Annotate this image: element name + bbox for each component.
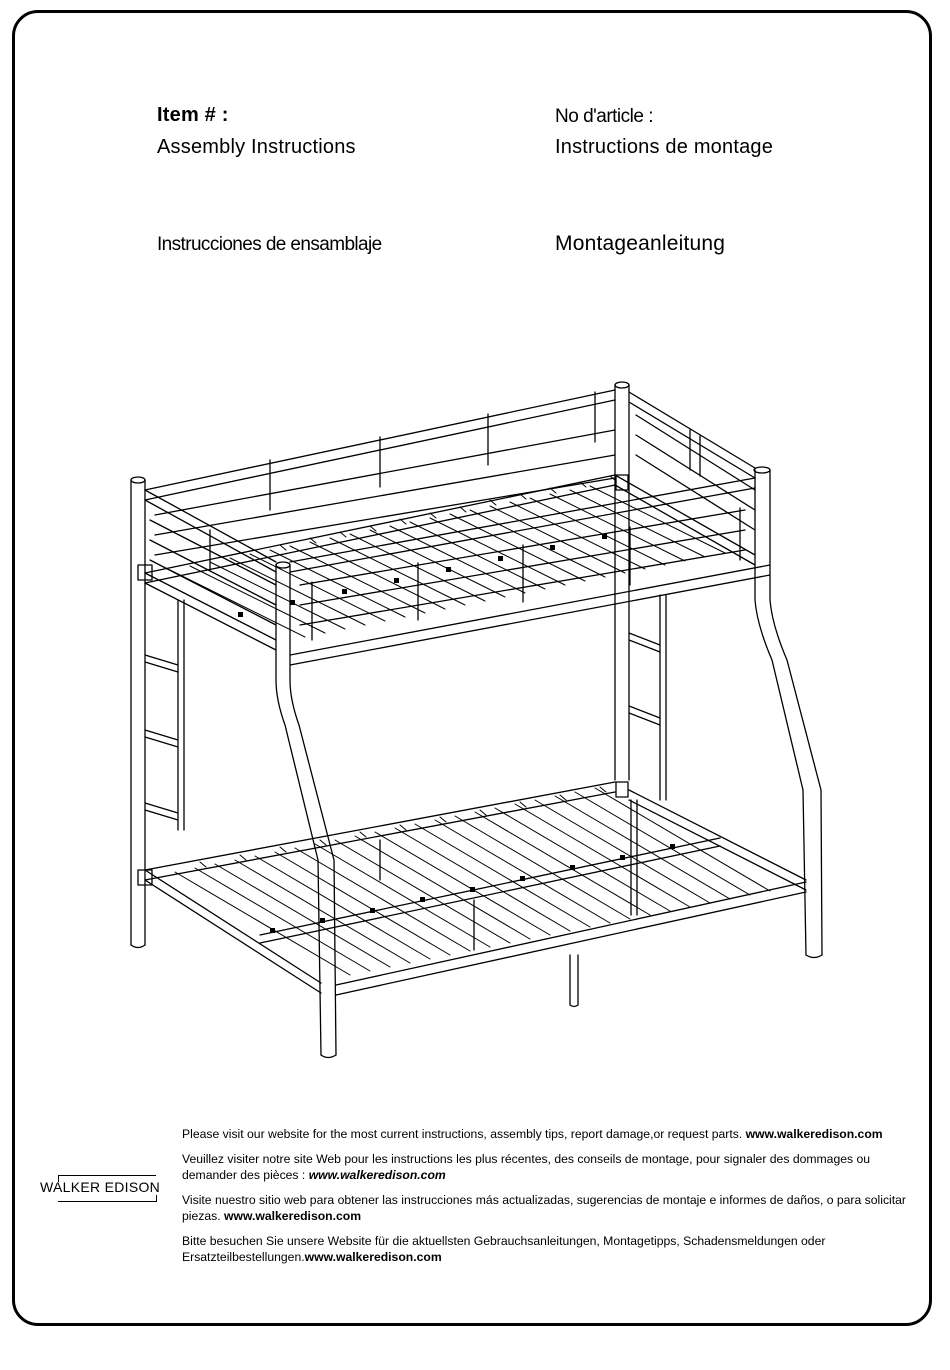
website-link-fr[interactable]: www.walkeredison.com (308, 1168, 446, 1182)
logo-tick-right (156, 1195, 157, 1202)
note-es (182, 1192, 910, 1224)
website-link-es[interactable]: www.walkeredison.com (224, 1209, 362, 1223)
assembly-instructions-title-fr: Instructions de montage (555, 136, 774, 158)
logo-rule-top (58, 1175, 156, 1176)
assembly-instructions-title-es: Instrucciones de ensamblaje (157, 234, 382, 255)
item-number-label: Item # : (157, 104, 229, 126)
support-notes (182, 1126, 910, 1274)
note-de (182, 1233, 910, 1265)
assembly-instructions-title: Assembly Instructions (157, 136, 356, 158)
logo-text: WALKER EDISON (40, 1179, 161, 1195)
assembly-instructions-title-de: Montageanleitung (555, 232, 726, 255)
note-de-text: Bitte besuchen Sie unsere Website für die aktuellsten Gebrauchsanleitungen, Montagetipps, Schadensmeldungen oder Ersatzteilbestellungen. (182, 1234, 826, 1264)
walker-edison-logo (40, 1175, 160, 1205)
note-es-text: Visite nuestro sitio web para obtener las instrucciones más actualizadas, sugerencias de montaje e informes de daños, o para solicitar piezas. (182, 1193, 906, 1223)
note-en-text: Please visit our website for the most current instructions, assembly tips, report damage,or request parts. (182, 1127, 746, 1141)
note-fr (182, 1151, 910, 1183)
website-link-en[interactable]: www.walkeredison.com (745, 1127, 883, 1141)
website-link-de[interactable]: www.walkeredison.com (304, 1250, 442, 1264)
article-number-label-fr: No d'article : (555, 106, 654, 127)
note-fr-text: Veuillez visiter notre site Web pour les instructions les plus récentes, des conseils de montage, pour signaler des dommages ou demander des pièces : (182, 1152, 871, 1182)
note-en (182, 1126, 910, 1142)
logo-rule-bottom (58, 1201, 156, 1202)
bunk-bed-icon (120, 370, 840, 1070)
